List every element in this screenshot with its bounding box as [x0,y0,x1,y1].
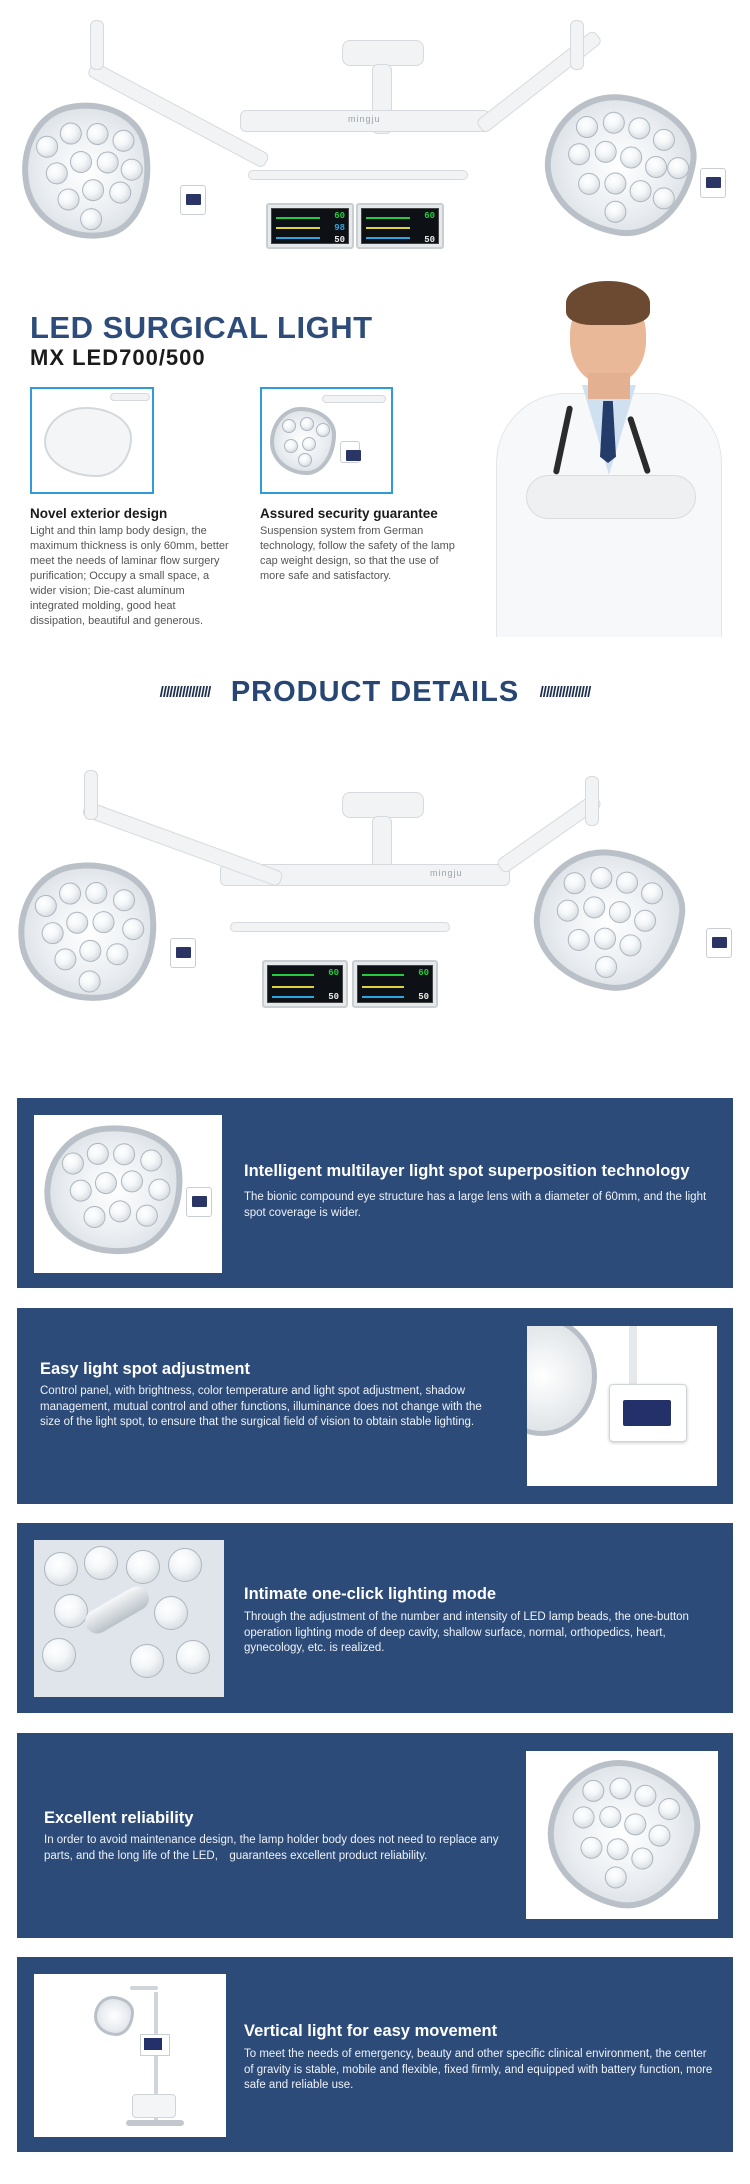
card-text-reliability: In order to avoid maintenance design, the lamp holder body does not need to replace any parts, and the long life of the LED, guarantees excellent product reliability. [44,1834,499,1862]
feature-card-one-click [17,1523,733,1713]
card-image-mobile-stand [34,1974,226,2137]
feature-card-reliability [17,1733,733,1938]
monitor-stand [248,170,468,180]
feature-card-vertical [17,1957,733,2152]
left-arm-upper [90,20,104,70]
left-lamp-head [9,90,165,252]
feature-thumb-exterior [30,387,154,494]
feature-thumb-security [260,387,393,494]
card-image-control-panel [527,1326,717,1486]
section-title: PRODUCT DETAILS [230,676,520,708]
right-lamp-head [536,85,704,245]
card-image-handle [34,1540,224,1697]
card-text-light-spot: Control panel, with brightness, color temperature and light spot adjustment, shadow management, mutual control and other functions, illuminance does not change with the size of the light spot, to ensure that the surgical field of vision to obtain stable lighting. [40,1385,482,1428]
feature-text-exterior: Light and thin lamp body design, the maximum thickness is only 60mm, better meet the needs of laminar flow surgery purification; Occupy a small space, a wider vision; Die-cast aluminum integrated molding, good heat dissipation, beautiful and generous. [30,525,229,627]
feature-card-light-spot [17,1308,733,1504]
section-heading [0,676,750,709]
hero-lamp-image [0,0,750,290]
brand-mark-detail: mingju [430,868,463,878]
left-control-box [180,185,206,215]
feature-title-exterior: Novel exterior design [30,506,168,521]
card-title-one-click: Intimate one-click lighting mode [244,1585,497,1603]
card-text-vertical: To meet the needs of emergency, beauty and other specific clinical environment, the center of gravity is stable, mobile and flexible, fixed firmly, and equipped with battery function, more safe and reliable use. [244,2048,713,2091]
brand-mark: mingju [348,114,381,124]
feature-card-multilayer [17,1098,733,1288]
doctor-photo [486,255,732,637]
product-detail-image: mingju 60 50 60 50 [0,760,750,1030]
card-title-reliability: Excellent reliability [44,1809,194,1827]
right-arm-upper [570,20,584,70]
card-text-multilayer: The bionic compound eye structure has a large lens with a diameter of 60mm, and the light spot coverage is wider. [244,1191,707,1219]
heading-slashes-right: //////////////// [539,684,591,701]
feature-text-security: Suspension system from German technology, follow the safety of the lamp cap weight design, so that the use of more safe and satisfactory. [260,525,455,582]
card-title-vertical: Vertical light for easy movement [244,2022,498,2040]
card-image-lamp-head [526,1751,718,1919]
card-title-multilayer: Intelligent multilayer light spot superposition technology [244,1162,690,1180]
model-number: MX LED700/500 [30,345,206,370]
heading-slashes-left: //////////////// [159,684,211,701]
left-monitor: 60 98 50 [266,203,354,249]
feature-title-security: Assured security guarantee [260,506,438,521]
card-text-one-click: Through the adjustment of the number and intensity of LED lamp beads, the one-button operation lighting mode of deep cavity, shallow surface, normal, orthopedics, heart, gynecology, etc. is realized. [244,1611,689,1654]
card-title-light-spot: Easy light spot adjustment [40,1360,250,1378]
right-control-box [700,168,726,198]
page-title: LED SURGICAL LIGHT [30,310,373,345]
right-monitor: 60 50 [356,203,444,249]
card-image-multilayer [34,1115,222,1273]
ceiling-mount [342,40,424,66]
